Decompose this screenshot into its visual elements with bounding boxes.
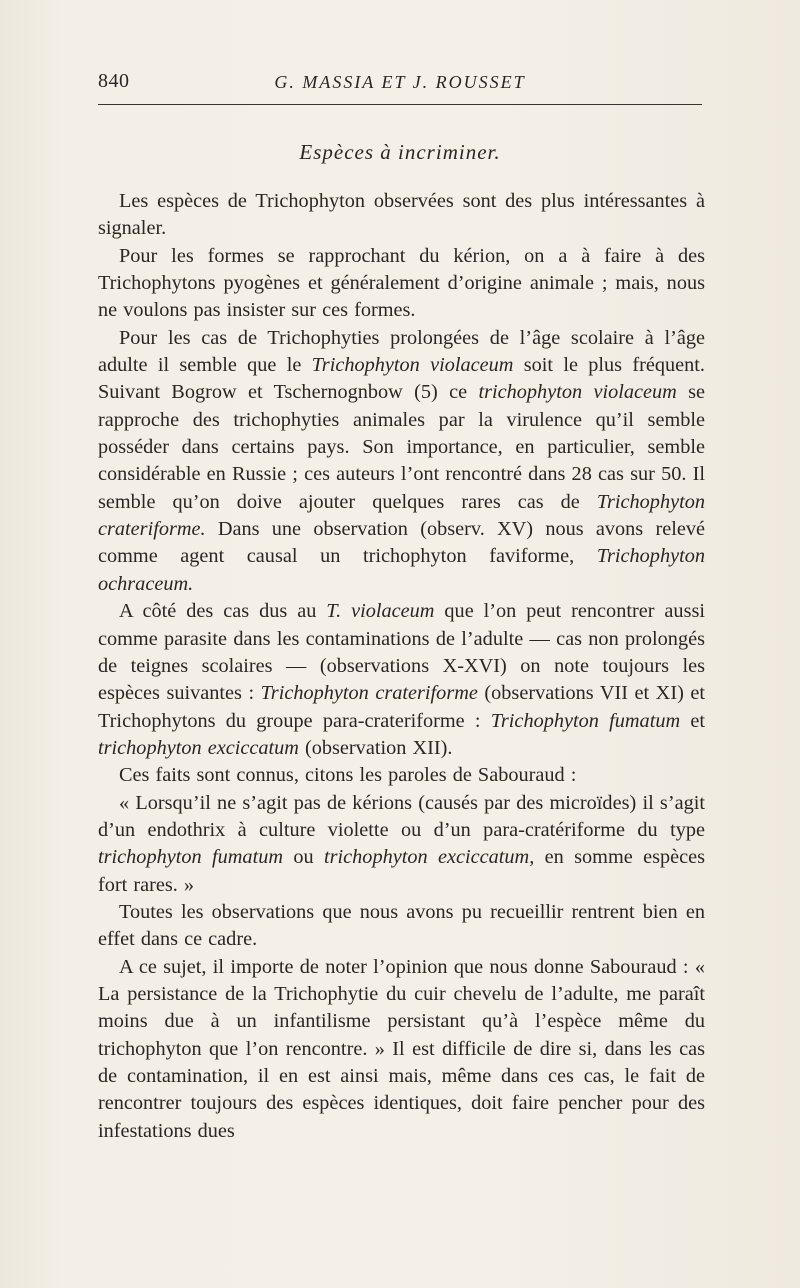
header-rule — [98, 104, 702, 105]
text-run: soit le plus fréquent. Suivant Bogrow et Tschernognbow (5) ce — [98, 354, 705, 404]
text-run: que l’on peut rencontrer aussi comme parasite dans les contaminations de l’adulte — cas non prolongés de teignes scolaires — (observations X-XVI) on note toujours les espèces suivantes : — [98, 600, 705, 705]
text-run: Dans une observation (observ. XV) nous avons relevé comme agent causal un trichophyton faviforme, — [98, 518, 705, 568]
page-number: 840 — [98, 70, 130, 92]
italic-run: trichophyton exciccatum, — [324, 846, 535, 869]
text-run: Pour les formes se rapprochant du kérion, on a à faire à des Trichophytons pyogènes et généralement d’origine animale ; mais, nous ne voulons pas insister sur ces formes. — [98, 244, 705, 322]
text-run: Pour les cas de Trichophyties prolongées de l’âge scolaire à l’âge adulte il semble que le — [98, 326, 705, 377]
text-run: (observation XII). — [298, 736, 453, 759]
text-run: et — [680, 709, 705, 732]
paragraph — [98, 243, 705, 325]
page-header — [98, 70, 702, 98]
italic-run: Trichophyton ochraceum. — [98, 545, 705, 595]
running-head: G. MASSIA ET J. ROUSSET — [274, 72, 526, 92]
text-run: en somme espèces fort rares. » — [98, 846, 706, 896]
italic-run: trichophyton fumatum — [98, 846, 283, 869]
paragraph — [98, 790, 705, 899]
paragraph — [98, 899, 705, 954]
body-text — [98, 188, 705, 1145]
italic-run: trichophyton exciccatum — [98, 736, 299, 759]
italic-run: trichophyton violaceum — [478, 381, 677, 404]
italic-run: T. violaceum — [326, 600, 435, 623]
section-heading: Espèces à incriminer. — [299, 140, 501, 164]
text-run: ou — [283, 846, 324, 869]
paragraph — [98, 598, 705, 762]
text-run: « Lorsqu’il ne s’agit pas de kérions (causés par des microïdes) il s’agit d’un endothrix à culture violette ou d’un para-cratériforme du type — [98, 791, 705, 841]
italic-run: Trichophyton fumatum — [490, 709, 681, 732]
italic-run: Trichophyton crateriforme. — [98, 490, 705, 541]
text-run: Ces faits sont connus, citons les paroles de Sabouraud : — [119, 764, 577, 787]
text-run: Les espèces de Trichophyton observées sont des plus intéressantes à signaler. — [98, 190, 705, 240]
paragraph — [98, 188, 705, 243]
text-run: (observations VII et XI) et Trichophytons du groupe para-crateriforme : — [98, 682, 705, 732]
text-run: se rapproche des trichophyties animales par la virulence qu’il semble posséder dans certains pays. Son importance, en particulier, semble considérable en Russie ; ces auteurs l’ont rencontré dans 28 cas sur 50. Il semble qu’on doive ajouter quelques rares cas de — [98, 381, 706, 513]
text-run: A ce sujet, il importe de noter l’opinion que nous donne Sabouraud : « La persistance de la Trichophytie du cuir chevelu de l’adulte, me paraît moins due à un infantilisme persistant qu’à l’espèce même du trichophyton que l’on rencontre. » Il est difficile de dire si, dans les cas de contamination, il en est ainsi mais, même dans ces cas, le fait de rencontrer toujours des espèces identiques, doit faire pencher pour des infestations dues — [98, 955, 705, 1142]
paragraph — [98, 762, 705, 789]
italic-run: Trichophyton violaceum — [311, 354, 514, 377]
italic-run: Trichophyton crateriforme — [260, 682, 478, 705]
text-run: Toutes les observations que nous avons pu recueillir rentrent bien en effet dans ce cadre. — [98, 900, 705, 951]
paragraph — [98, 954, 705, 1145]
text-run: A côté des cas dus au — [119, 600, 327, 623]
paragraph — [98, 325, 705, 598]
